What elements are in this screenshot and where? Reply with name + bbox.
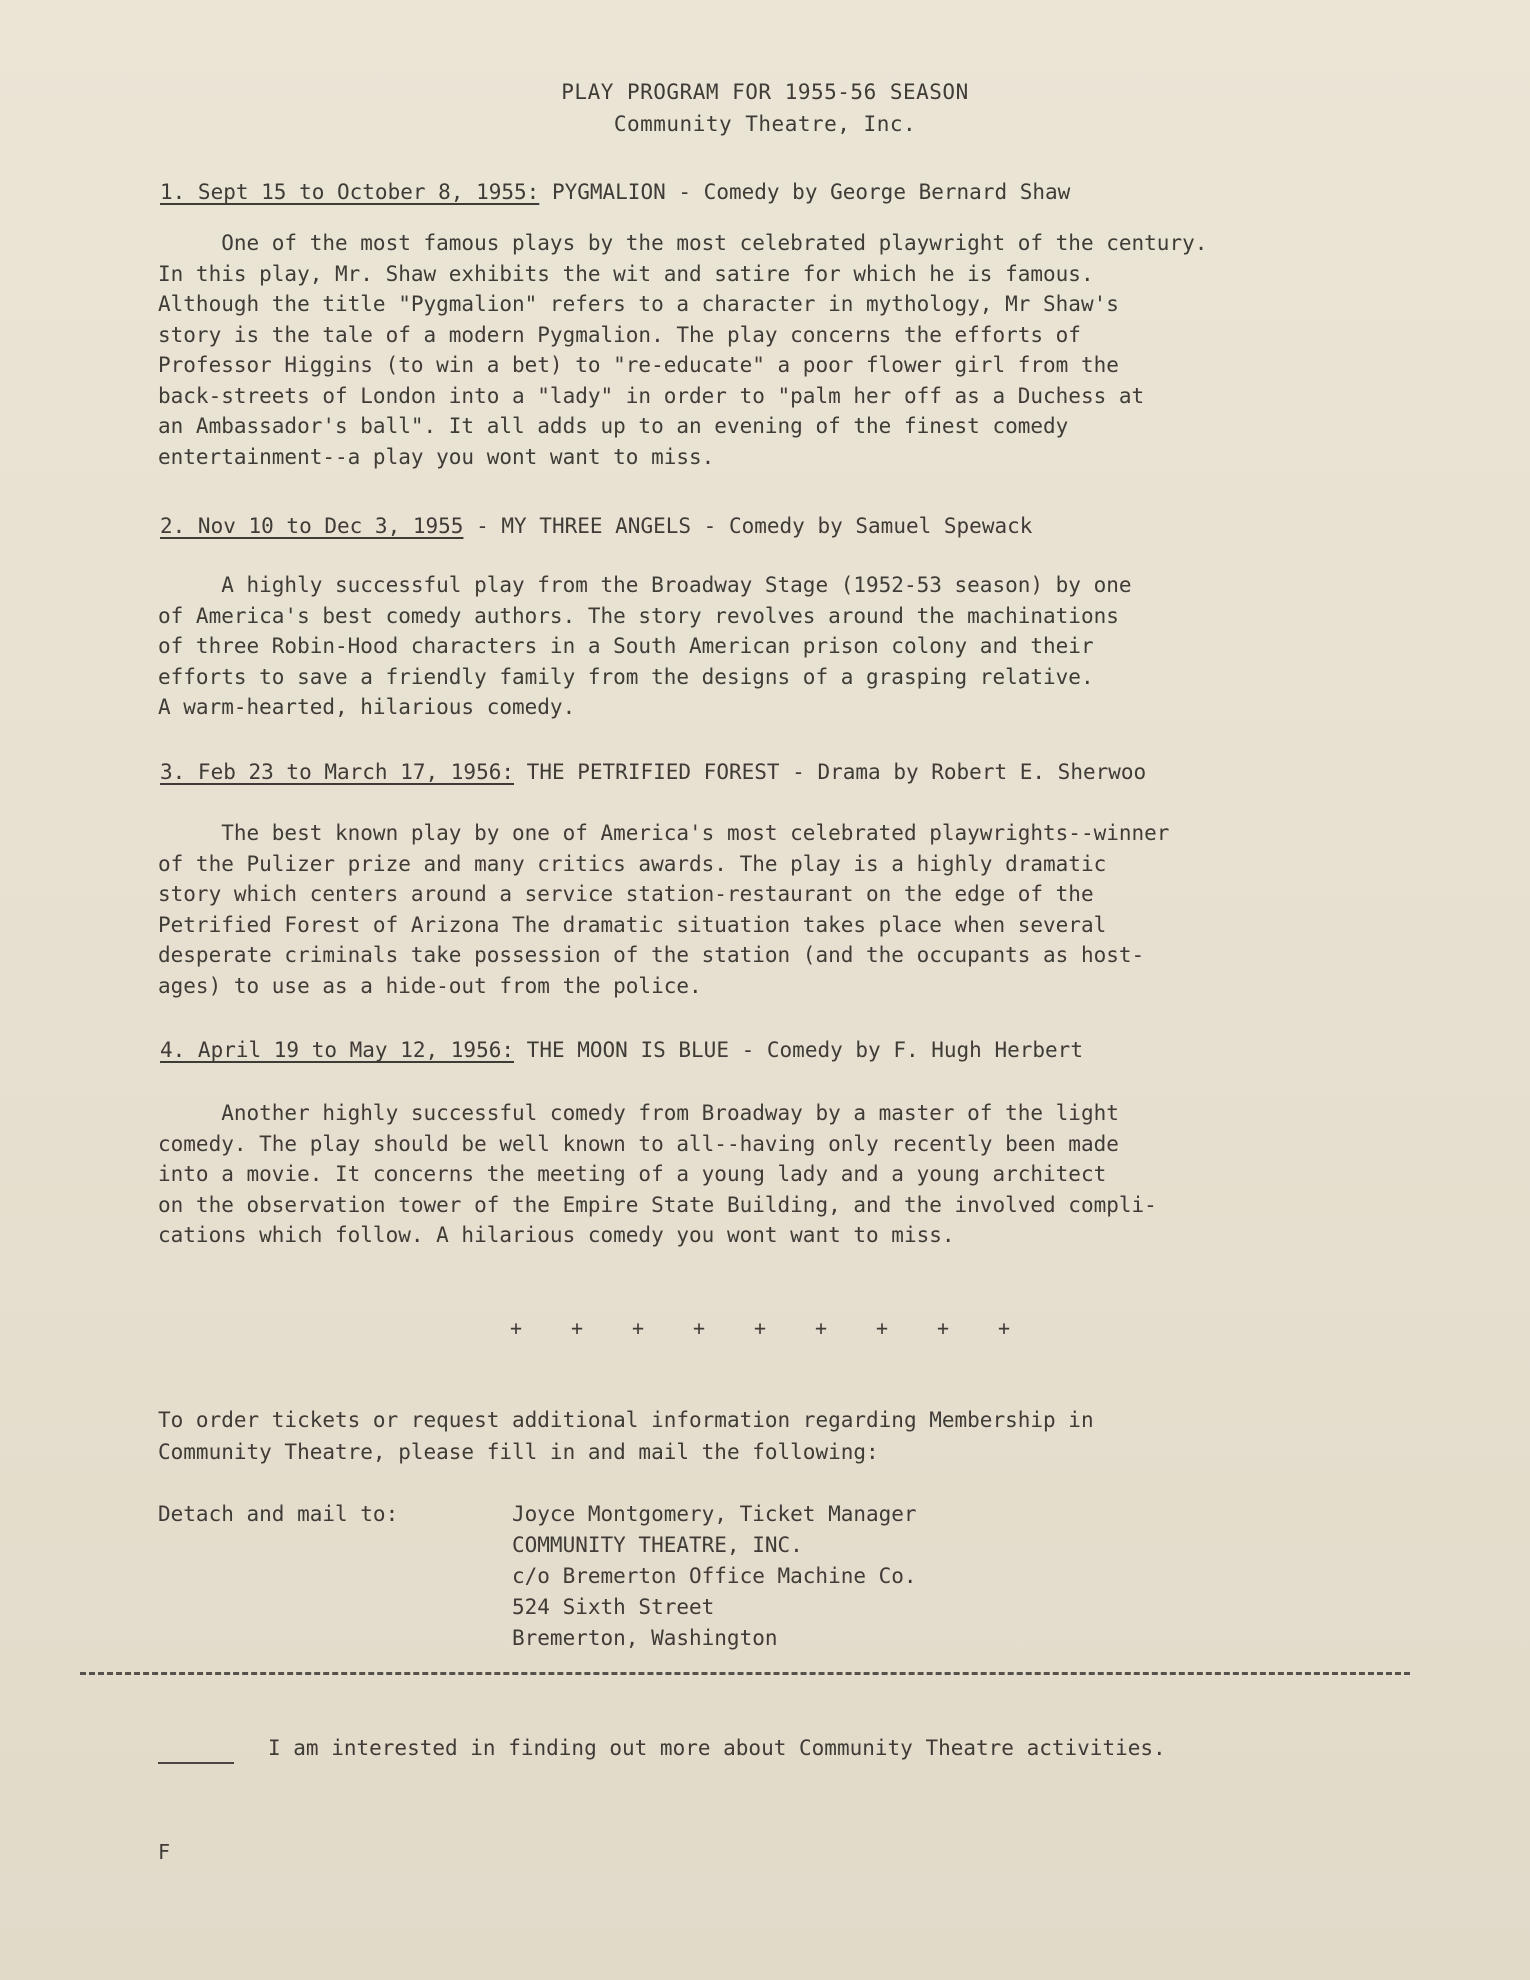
play-2-heading — [160, 514, 1032, 538]
play-4-description: Another highly successful comedy from Broadway by a master of the light comedy. The play should be well known to all--having only recently been made into a movie. It concerns the meeting of a young lady and a young architect on the observation tower of the Empire State Building, and the involved compli- cations which follow. A hilarious comedy you wont want to miss. — [158, 1101, 1157, 1247]
play-4-dates: 4. April 19 to May 12, 1956: — [160, 1038, 515, 1062]
detach-label: Detach and mail to: — [158, 1502, 399, 1526]
address-line-3: c/o Bremerton Office Machine Co. — [512, 1564, 917, 1588]
address-line-5: Bremerton, Washington — [512, 1626, 778, 1650]
play-1-title: PYGMALION - Comedy by George Bernard Shaw — [551, 180, 1071, 204]
star-separator: + + + + + + + + + — [510, 1316, 1011, 1340]
play-4-title: THE MOON IS BLUE - Comedy by F. Hugh Herbert — [526, 1038, 1083, 1062]
address-line-2: COMMUNITY THEATRE, INC. — [512, 1533, 803, 1557]
play-2-title: - MY THREE ANGELS - Comedy by Samuel Spewack — [476, 514, 1033, 538]
play-1-heading — [160, 180, 1070, 204]
address-line-1: Joyce Montgomery, Ticket Manager — [512, 1502, 917, 1526]
interest-checkbox-blank[interactable] — [158, 1762, 234, 1764]
corner-mark: F — [158, 1840, 171, 1864]
interest-statement: I am interested in finding out more about Community Theatre activities. — [268, 1736, 1166, 1760]
play-2-dates: 2. Nov 10 to Dec 3, 1955 — [160, 514, 464, 538]
program-title: PLAY PROGRAM FOR 1955-56 SEASON — [561, 80, 969, 104]
organization-name: Community Theatre, Inc. — [613, 112, 917, 136]
play-3-dates: 3. Feb 23 to March 17, 1956: — [160, 760, 515, 784]
detach-cut-line — [80, 1672, 1410, 1675]
order-instructions-line-2: Community Theatre, please fill in and mail the following: — [158, 1440, 879, 1464]
play-1-dates: 1. Sept 15 to October 8, 1955: — [160, 180, 540, 204]
play-1-description: One of the most famous plays by the most celebrated playwright of the century. In this play, Mr. Shaw exhibits the wit and satire for which he is famous. Although the title "Pygmalion" refers to a character in mythology, Mr Shaw's story is the tale of a modern Pygmalion. The play concerns the efforts of Professor Higgins (to win a bet) to "re-educate" a poor flower girl from the back-streets of London into a "lady" in order to "palm her off as a Duchess at an Ambassador's ball". It all adds up to an evening of the finest comedy entertainment--a play you wont want to miss. — [158, 231, 1208, 469]
play-3-heading — [160, 760, 1146, 784]
play-2-description: A highly successful play from the Broadway Stage (1952-53 season) by one of America's best comedy authors. The story revolves around the machinations of three Robin-Hood characters in a South American prison colony and their efforts to save a friendly family from the designs of a grasping relative. A warm-hearted, hilarious comedy. — [158, 573, 1132, 719]
address-line-4: 524 Sixth Street — [512, 1595, 715, 1619]
order-instructions-line-1: To order tickets or request additional information regarding Membership in — [158, 1408, 1094, 1432]
play-4-heading — [160, 1038, 1083, 1062]
play-3-title: THE PETRIFIED FOREST - Drama by Robert E. Sherwoo — [526, 760, 1147, 784]
play-3-description: The best known play by one of America's most celebrated playwrights--winner of the Pulizer prize and many critics awards. The play is a highly dramatic story which centers around a service station-restaurant on the edge of the Petrified Forest of Arizona The dramatic situation takes place when several desperate criminals take possession of the station (and the occupants as host- ages) to use as a hide-out from the police. — [158, 821, 1170, 998]
